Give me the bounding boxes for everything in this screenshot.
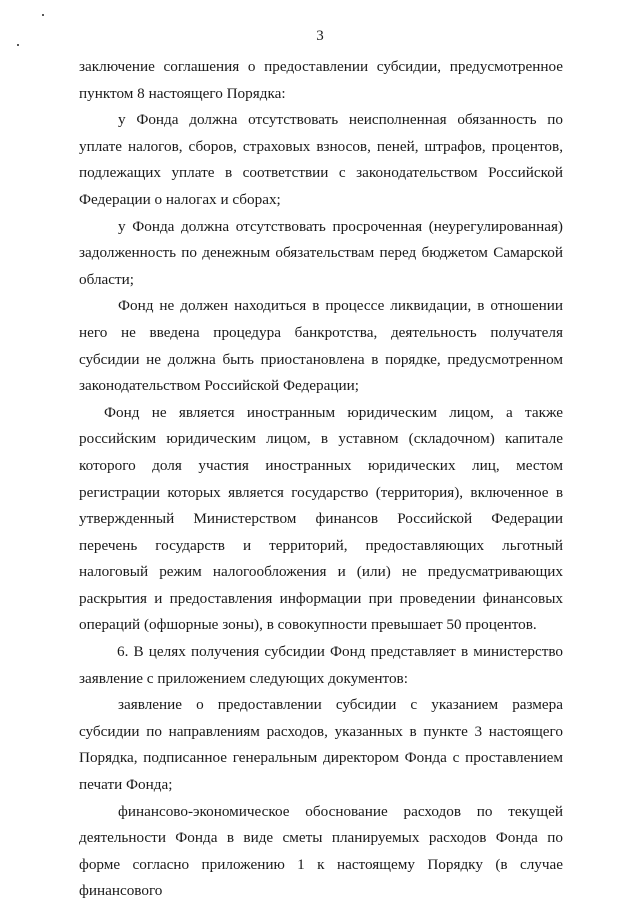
paragraph: Фонд не должен находиться в процессе ликвидации, в отношении него не введена процедура банкротства, деятельность получателя субсидии не должна быть приостановлена в порядке, предусмотренном законодательством Российской Федерации;: [79, 297, 563, 395]
paragraph: заявление о предоставлении субсидии с указанием размера субсидии по направлениям расходов, указанных в пункте 3 настоящего Порядка, подписанное генеральным директором Фонда с проставлением печати Фонда;: [79, 696, 563, 794]
document-body: [79, 54, 563, 905]
paragraph: у Фонда должна отсутствовать просроченная (неурегулированная) задолженность по денежным обязательствам перед бюджетом Самарской области;: [79, 217, 563, 288]
paragraph: финансово-экономическое обоснование расходов по текущей деятельности Фонда в виде сметы планируемых расходов Фонда по форме согласно приложению 1 к настоящему Порядку (в случае финансового: [79, 802, 563, 900]
scan-speck: [42, 14, 44, 16]
paragraph: заключение соглашения о предоставлении субсидии, предусмотренное пунктом 8 настоящего Порядка:: [79, 58, 563, 102]
paragraph: 6. В целях получения субсидии Фонд представляет в министерство заявление с приложением следующих документов:: [79, 643, 563, 687]
paragraph: Фонд не является иностранным юридическим лицом, а также российским юридическим лицом, в уставном (складочном) капитале которого доля участия иностранных юридических лиц, местом регистрации которых является государство (территория), включенное в утвержденный Министерством финансов Российской Федерации перечень государств и территорий, предоставляющих льготный налоговый режим налогообложения и (или) не предусматривающих раскрытия и предоставления информации при проведении финансовых операций (офшорные зоны), в совокупности превышает 50 процентов.: [79, 403, 563, 634]
page-number: 3: [316, 28, 324, 44]
paragraph: у Фонда должна отсутствовать неисполненная обязанность по уплате налогов, сборов, страховых взносов, пеней, штрафов, процентов, подлежащих уплате в соответствии с законодательством Российской Федерации о налогах и сборах;: [79, 111, 563, 208]
